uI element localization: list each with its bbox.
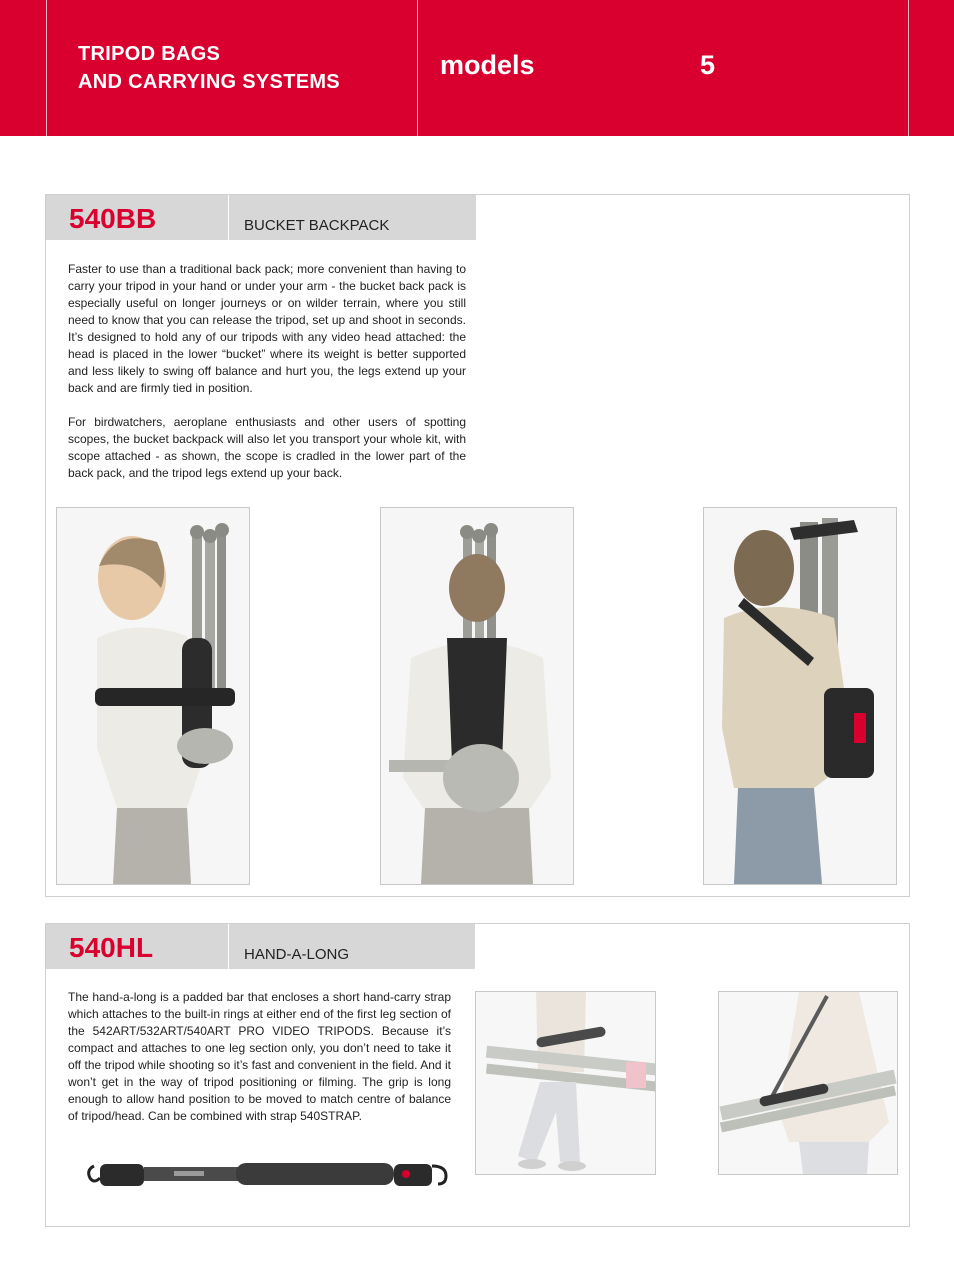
product-description bbox=[68, 989, 451, 1142]
product-section-540bb bbox=[45, 194, 910, 897]
header-divider bbox=[417, 0, 418, 136]
description-paragraph: For birdwatchers, aeroplane enthusiasts and other users of spotting scopes, the bucket backpack will also let you transport your whole kit, with scope attached - as shown, the scope is cradled in the lower part of the back pack, and the tripod legs extend up your back. bbox=[68, 415, 466, 480]
product-description bbox=[68, 261, 466, 499]
product-name: HAND-A-LONG bbox=[244, 946, 350, 963]
tab-divider bbox=[228, 924, 229, 969]
product-tab-bar bbox=[46, 195, 476, 240]
header-title bbox=[78, 40, 340, 96]
page-header bbox=[0, 0, 954, 136]
header-divider bbox=[908, 0, 909, 136]
product-code: 540BB bbox=[69, 203, 157, 234]
tab-divider bbox=[228, 195, 229, 240]
product-section-540hl bbox=[45, 923, 910, 1227]
header-title-line1: TRIPOD BAGS bbox=[78, 43, 221, 65]
header-section-name: models bbox=[440, 50, 535, 80]
description-paragraph: Faster to use than a traditional back pack; more convenient than having to carry your tripod in your hand or under your arm - the bucket back pack is especially useful on longer journeys or on wilder terrain, where you still need to know that you can release the tripod, set up and shoot in seconds. It’s designed to hold any of our tripods with any video head attached: the head is placed in the lower “bucket” where its weight is better supported and less likely to swing off balance and hurt you, the legs extend up your back and are firmly tied in position. bbox=[68, 262, 466, 395]
hand-a-long-shoulder-photo bbox=[718, 991, 898, 1175]
description-paragraph: The hand-a-long is a padded bar that encloses a short hand-carry strap which attaches to the built-in rings at either end of the first leg section of the 542ART/532ART/540ART PRO VIDEO TRIPODS. Because it’s compact and attaches to one leg section only, you don’t need to take it off the tripod while shooting so it’s fast and convenient in the field. And it won’t get in the way of tripod positioning or filming. The grip is long enough to allow hand position to be moved to match centre of balance of tripod/head. Can be combined with strap 540STRAP. bbox=[68, 990, 451, 1123]
header-title-line2: AND CARRYING SYSTEMS bbox=[78, 71, 340, 93]
product-code: 540HL bbox=[69, 932, 154, 963]
backpack-scope-photo bbox=[703, 507, 897, 885]
backpack-back-photo bbox=[380, 507, 574, 885]
product-tab-bar bbox=[46, 924, 475, 969]
hand-a-long-carry-photo bbox=[475, 991, 656, 1175]
header-divider bbox=[46, 0, 47, 136]
backpack-side-photo bbox=[56, 507, 250, 885]
page-number: 5 bbox=[700, 50, 716, 80]
product-name: BUCKET BACKPACK bbox=[244, 217, 390, 234]
hand-a-long-bar-image bbox=[84, 1152, 454, 1196]
